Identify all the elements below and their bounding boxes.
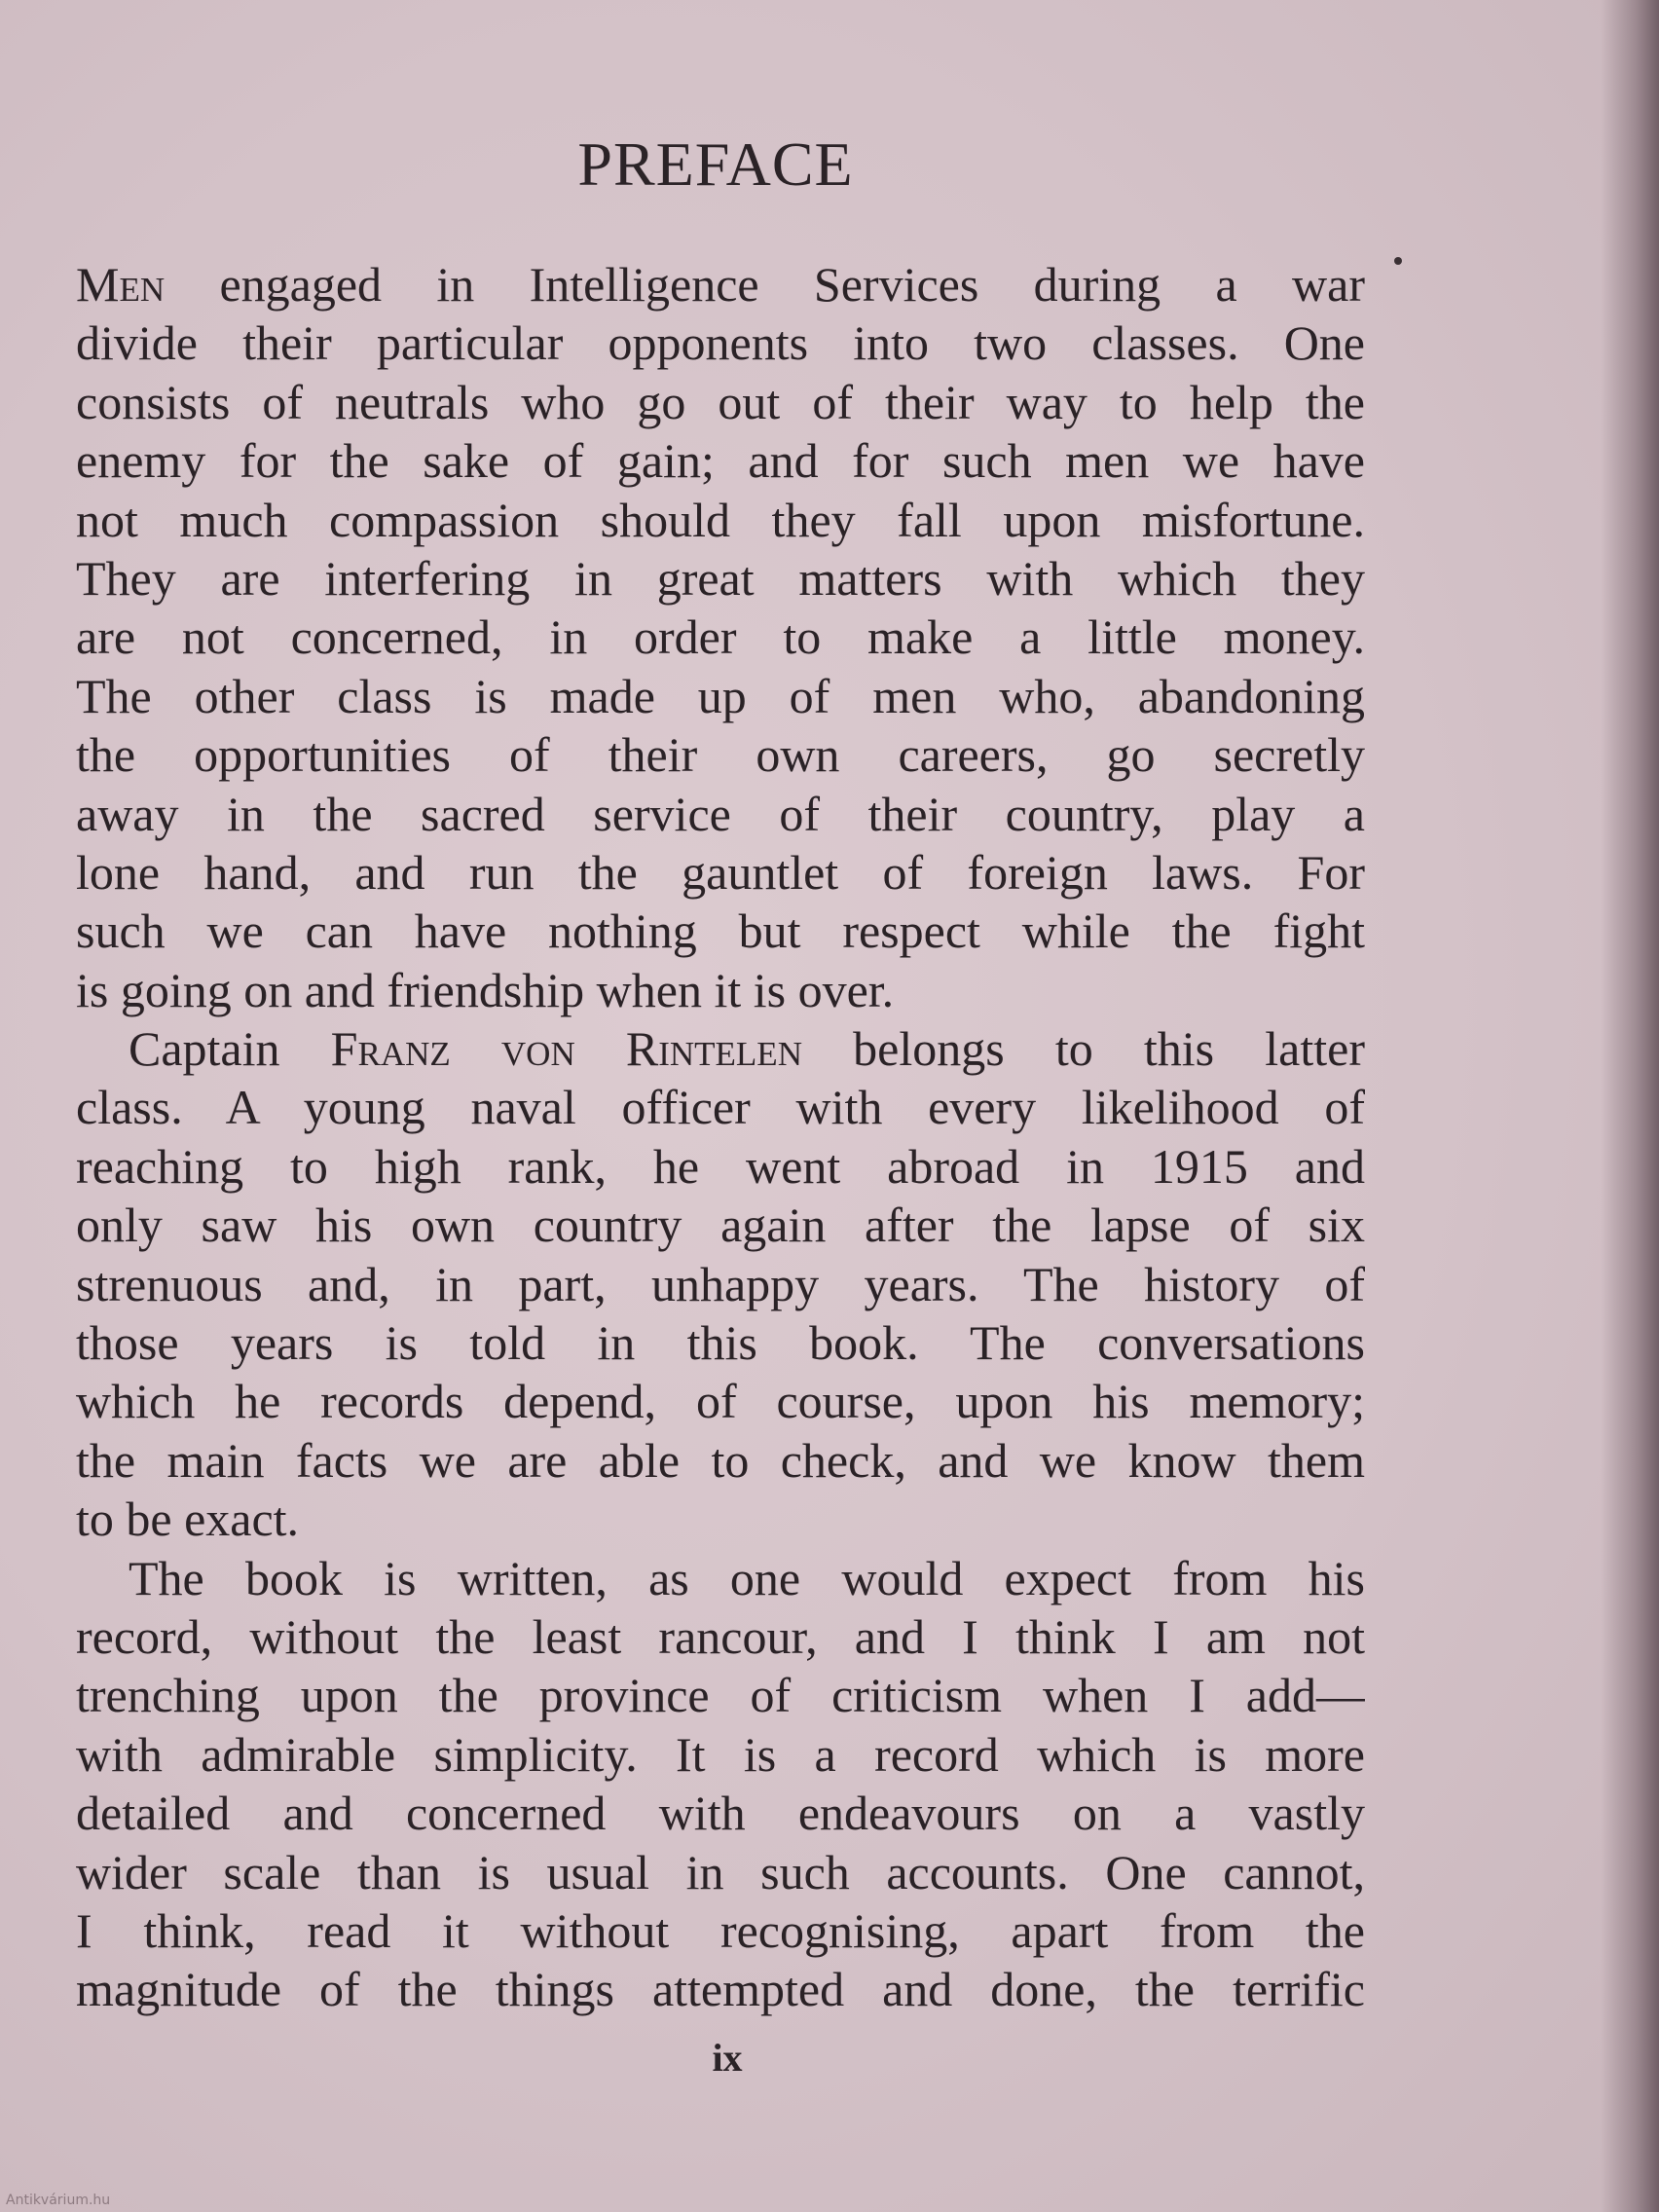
text-line: Men engaged in Intelligence Services during a war [76,257,1365,312]
ink-speck [1394,257,1402,265]
watermark: Antikvárium.hu [6,2193,111,2208]
text-line: I think, read it without recognising, apart from the [76,1902,1365,1958]
page-heading: PREFACE [577,129,854,199]
text-line: divide their particular opponents into two classes. One [76,315,1365,371]
text-line: lone hand, and run the gauntlet of foreign laws. For [76,844,1365,900]
text-line: away in the sacred service of their country, play a [76,786,1365,841]
text-line: is going on and friendship when it is over. [76,962,895,1017]
text-line: strenuous and, in part, unhappy years. The history of [76,1256,1365,1311]
text-line: The book is written, as one would expect from his [129,1550,1365,1605]
text-line: Captain Franz von Rintelen belongs to this latter [129,1021,1365,1077]
text-line: reaching to high rank, he went abroad in 1915 and [76,1138,1365,1194]
text-line: which he records depend, of course, upon his memory; [76,1374,1365,1429]
text-line: such we can have nothing but respect while the fight [76,903,1365,959]
text-line: magnitude of the things attempted and done, the terrific [76,1962,1365,2017]
text-line: They are interfering in great matters with which they [76,550,1365,606]
text-line: record, without the least rancour, and I think I am not [76,1608,1365,1664]
text-line: not much compassion should they fall upon misfortune. [76,492,1365,547]
text-line: those years is told in this book. The conversations [76,1315,1365,1371]
text-line: detailed and concerned with endeavours on a vastly [76,1786,1365,1841]
text-line: to be exact. [76,1492,300,1547]
text-line: only saw his own country again after the lapse of six [76,1198,1365,1253]
text-line: The other class is made up of men who, abandoning [76,668,1365,723]
text-line: are not concerned, in order to make a little money. [76,609,1365,665]
text-line: trenching upon the province of criticism when I add— [76,1668,1365,1723]
text-line: enemy for the sake of gain; and for such men we have [76,433,1365,489]
text-line: class. A young naval officer with every likelihood of [76,1080,1365,1135]
text-line: the main facts we are able to check, and we know them [76,1432,1365,1488]
text-line: consists of neutrals who go out of their way to help the [76,374,1365,429]
page-edge-shadow [1601,0,1659,2212]
text-line: wider scale than is usual in such accounts. One cannot, [76,1844,1365,1899]
body-text [76,255,1365,2019]
text-line: with admirable simplicity. It is a record which is more [76,1726,1365,1782]
text-line: the opportunities of their own careers, go secretly [76,727,1365,783]
page-number: ix [712,2036,743,2080]
